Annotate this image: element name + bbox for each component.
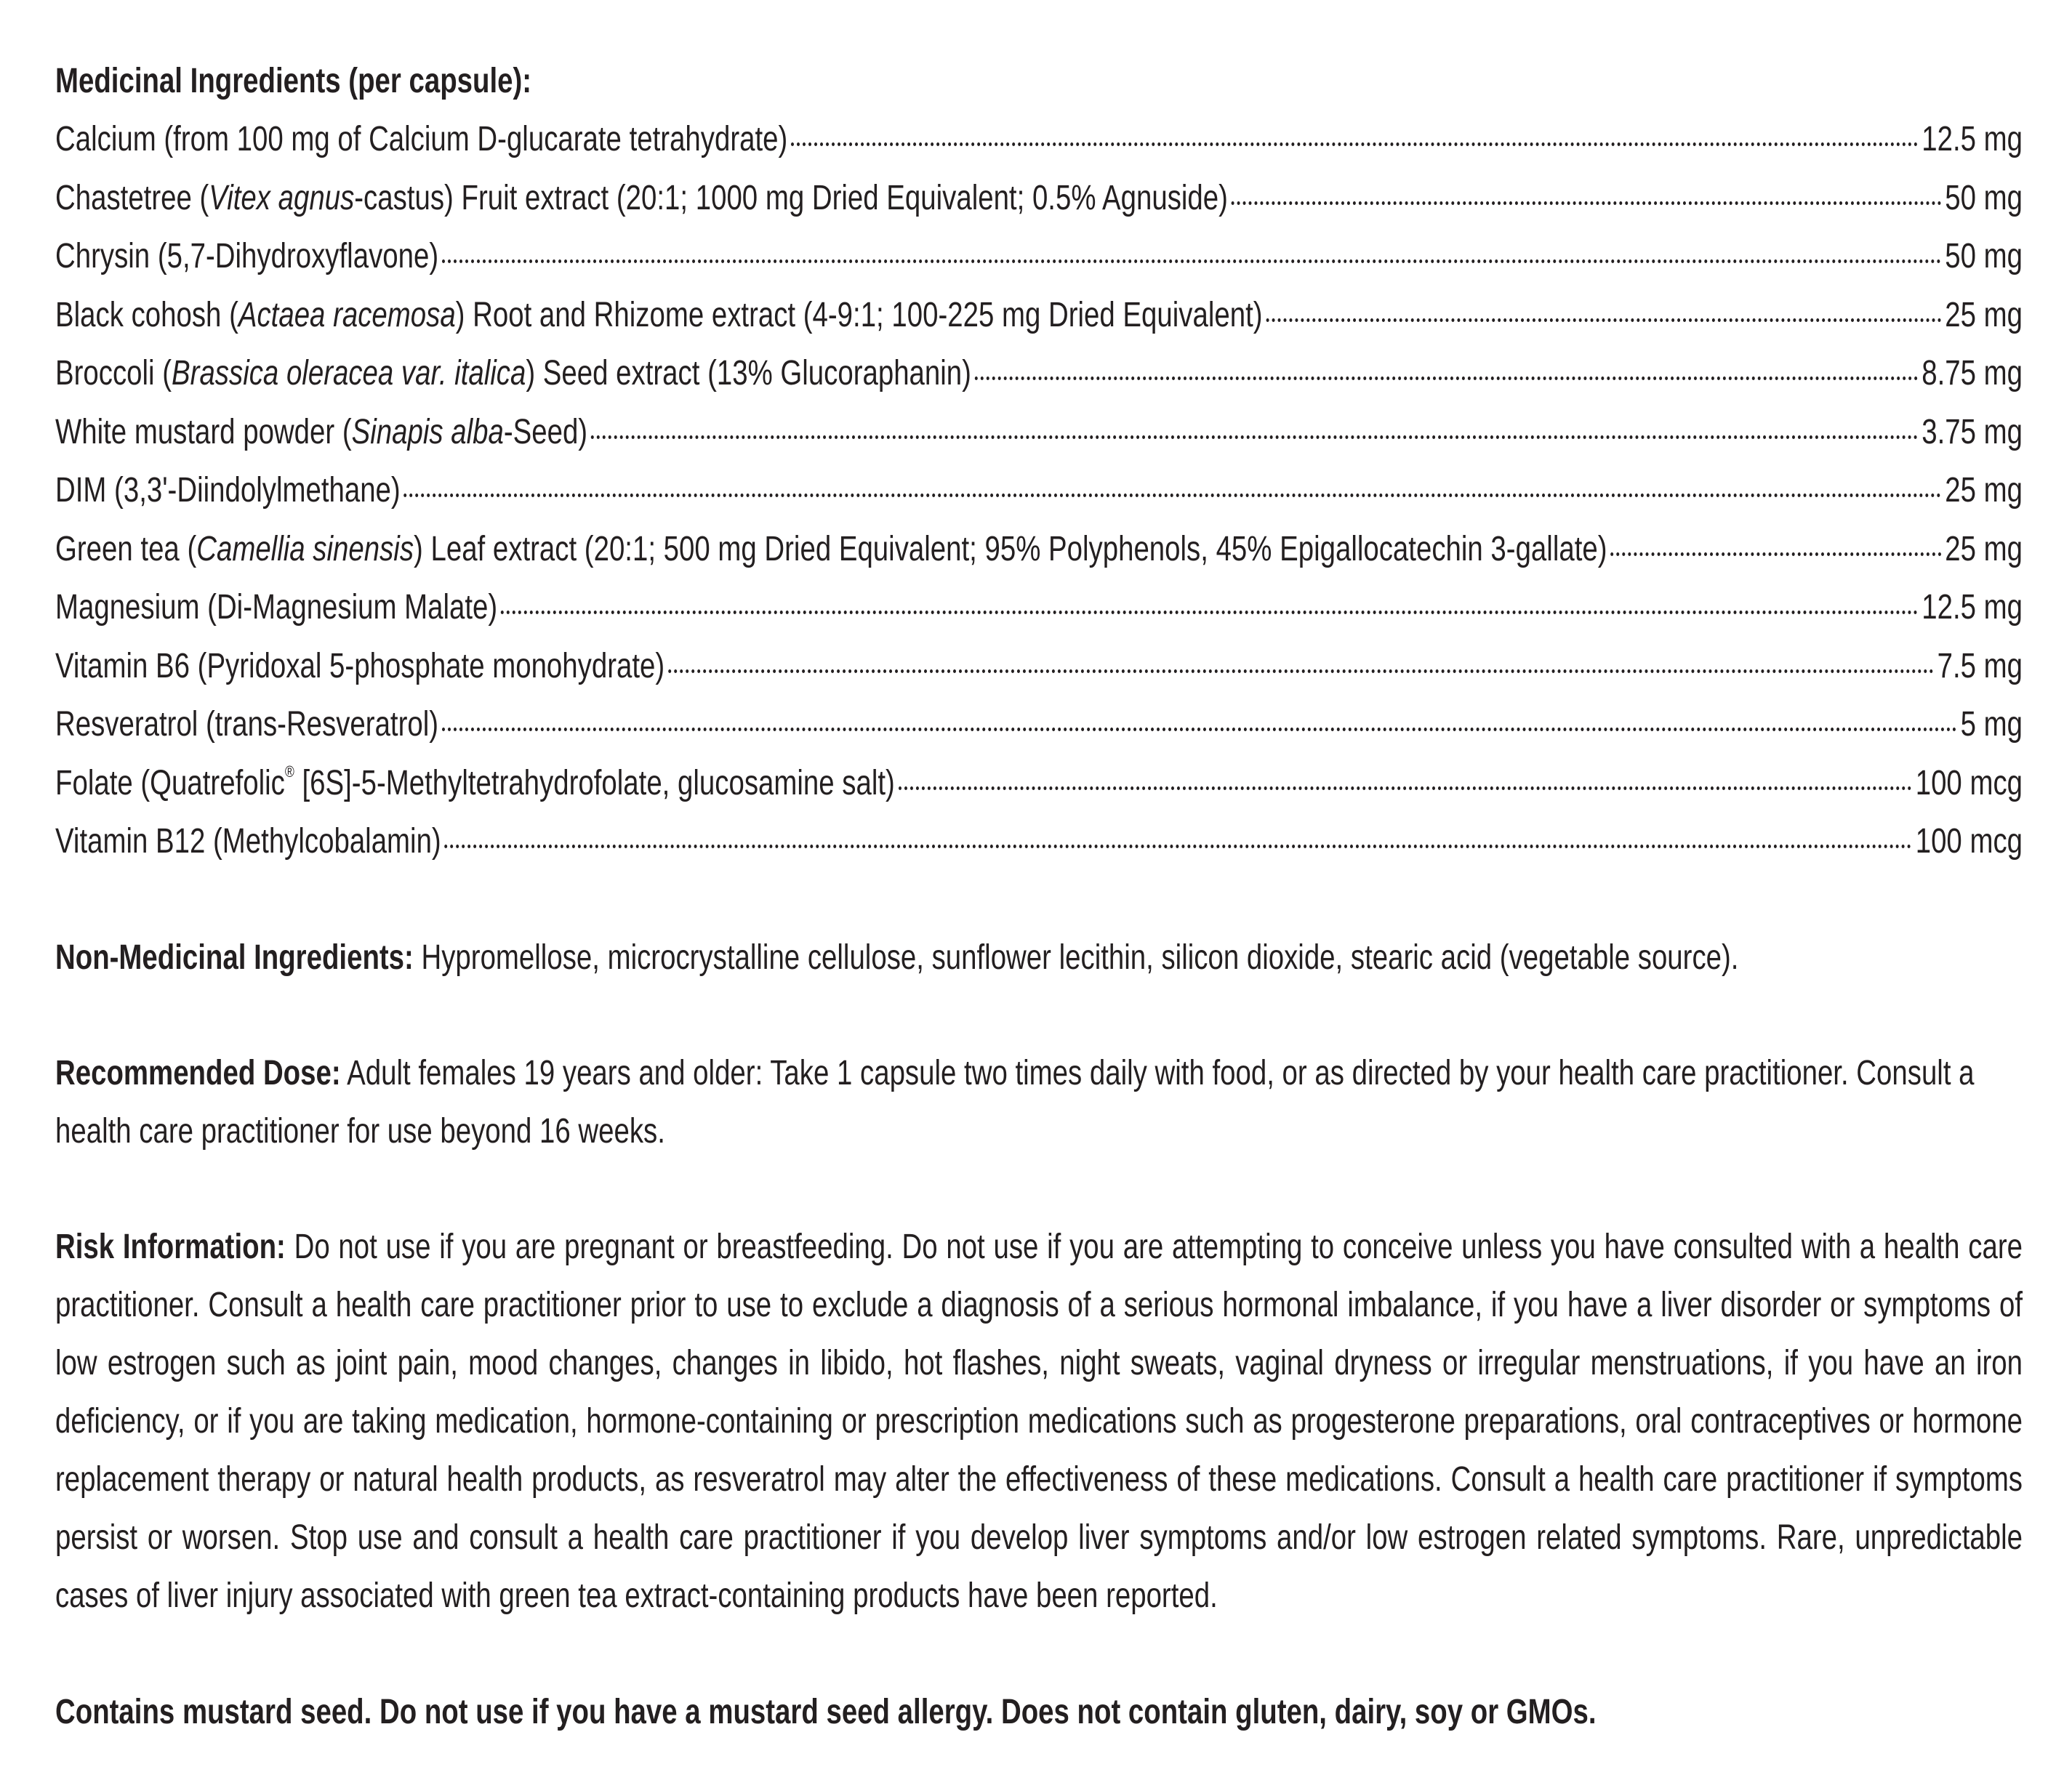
ingredient-latin-name: Camellia sinensis [196,529,414,568]
ingredient-name-text: Vitamin B12 (Methylcobalamin) [55,822,441,861]
ingredient-name [55,579,497,637]
ingredient-name-text: [6S]-5-Methyltetrahydrofolate, glucosamine salt) [294,763,895,802]
ingredient-amount: 7.5 mg [1937,646,2023,685]
ingredient-amount: 25 mg [1945,471,2023,510]
supplement-label-document [55,52,2023,1741]
ingredient-name [55,227,438,286]
ingredient-name-text: Resveratrol (trans-Resveratrol) [55,705,439,744]
non-medicinal-text: Hypromellose, microcrystalline cellulose, sunflower lecithin, silicon dioxide, stearic acid (vegetable source). [413,938,1739,977]
dot-leader [442,728,1957,731]
dot-leader [1610,552,1941,556]
dot-leader [442,259,1942,263]
dot-leader [1266,318,1941,322]
risk-information [55,1218,2023,1625]
dot-leader [591,435,1919,439]
ingredient-amount: 50 mg [1945,237,2023,275]
ingredient-amount: 25 mg [1945,529,2023,568]
non-medicinal-ingredients [55,929,2023,987]
ingredient-latin-name: Vitex agnus [209,178,355,217]
ingredient-name-text: Black cohosh ( [55,295,238,334]
ingredient-latin-name: Actaea racemosa [238,295,456,334]
dot-leader [899,786,1912,790]
ingredient-amount: 5 mg [1960,705,2023,744]
ingredient-name [55,637,664,696]
ingredient-row [55,813,2023,871]
medicinal-ingredients-heading: Medicinal Ingredients (per capsule): [55,62,532,100]
ingredient-row [55,345,2023,403]
ingredient-amount: 100 mcg [1915,822,2023,861]
ingredient-name-text: Broccoli ( [55,354,172,392]
ingredient-name-text: Chastetree ( [55,178,209,217]
ingredient-amount: 12.5 mg [1922,120,2023,158]
ingredient-latin-name: Brassica oleracea var. italica [172,354,526,392]
recommended-dose [55,1044,2023,1161]
recommended-dose-label: Recommended Dose: [55,1053,341,1092]
ingredient-row [55,169,2023,228]
ingredient-name [55,286,1263,345]
ingredient-name [55,696,438,754]
ingredient-amount: 25 mg [1945,295,2023,334]
ingredient-latin-name: Sinapis alba [351,412,504,451]
ingredient-row [55,462,2023,520]
dot-leader [1232,201,1942,205]
ingredient-name [55,110,787,169]
non-medicinal-label: Non-Medicinal Ingredients: [55,938,414,977]
ingredient-row [55,110,2023,169]
ingredient-name-text: Calcium (from 100 mg of Calcium D-glucarate tetrahydrate) [55,120,788,158]
recommended-dose-text: Adult females 19 years and older: Take 1 capsule two times daily with food, or as directed by your health care practitioner. Consult a health care practitioner for use beyond 16 weeks. [55,1053,1975,1151]
ingredient-name [55,403,587,462]
risk-information-text: Do not use if you are pregnant or breastfeeding. Do not use if you are attempting to conceive unless you have consulted with a health care practitioner. Consult a health care practitioner prior to use to exclude a diagnosis of a serious hormonal imbalance, if you have a liver disorder or symptoms of low estrogen such as joint pain, mood changes, changes in libido, hot flashes, night sweats, vaginal dryness or irregular menstruations, if you have an iron deficiency, or if you are taking medication, hormone-containing or prescription medications such as progesterone preparations, oral contraceptives or hormone replacement therapy or natural health products, as resveratrol may alter the effectiveness of these medications. Consult a health care practitioner if symptoms persist or worsen. Stop use and consult a health care practitioner if you develop liver symptoms and/or low estrogen related symptoms. Rare, unpredictable cases of liver injury associated with green tea extract-containing products have been reported. [55,1227,2023,1615]
ingredient-name [55,345,971,403]
ingredient-amount: 12.5 mg [1922,588,2023,627]
registered-mark: ® [284,762,294,781]
ingredient-row [55,637,2023,696]
ingredient-name-text: ) Seed extract (13% Glucoraphanin) [526,354,971,392]
ingredient-name-text: Vitamin B6 (Pyridoxal 5-phosphate monohydrate) [55,646,665,685]
ingredient-row [55,754,2023,813]
dot-leader [791,142,1918,146]
ingredient-name-text: ) Root and Rhizome extract (4-9:1; 100-225 mg Dried Equivalent) [455,295,1263,334]
label-text-block [55,52,2023,1741]
dot-leader [501,611,1918,614]
allergen-statement: Contains mustard seed. Do not use if you have a mustard seed allergy. Does not contain gluten, dairy, soy or GMOs. [55,1692,1597,1731]
ingredient-name-text: DIM (3,3'-Diindolylmethane) [55,471,401,510]
ingredient-name-text: -castus) Fruit extract (20:1; 1000 mg Dried Equivalent; 0.5% Agnuside) [354,178,1228,217]
ingredient-name-text: Green tea ( [55,529,197,568]
ingredient-row [55,520,2023,579]
dot-leader [445,845,1912,848]
ingredient-row [55,227,2023,286]
ingredient-name [55,520,1607,579]
ingredient-name-text: ) Leaf extract (20:1; 500 mg Dried Equivalent; 95% Polyphenols, 45% Epigallocatechin 3-gallate) [414,529,1607,568]
ingredient-name-text: Chrysin (5,7-Dihydroxyflavone) [55,237,439,275]
ingredient-name-text: Magnesium (Di-Magnesium Malate) [55,588,498,627]
ingredient-amount: 100 mcg [1915,763,2023,802]
ingredient-row [55,403,2023,462]
dot-leader [668,669,1934,673]
ingredient-row [55,579,2023,637]
risk-information-label: Risk Information: [55,1227,286,1266]
dot-leader [404,494,1942,497]
ingredient-name-text: Folate (Quatrefolic [55,763,285,802]
ingredient-amount: 8.75 mg [1922,354,2023,392]
ingredient-amount: 3.75 mg [1922,412,2023,451]
ingredient-name-text: -Seed) [503,412,588,451]
ingredient-name [55,462,401,520]
ingredient-row [55,696,2023,754]
ingredient-name [55,169,1228,228]
ingredient-amount: 50 mg [1945,178,2023,217]
ingredient-name [55,813,441,871]
dot-leader [975,376,1919,380]
ingredient-name-text: White mustard powder ( [55,412,352,451]
ingredient-row [55,286,2023,345]
medicinal-ingredients-list [55,110,2023,871]
ingredient-name [55,754,895,813]
